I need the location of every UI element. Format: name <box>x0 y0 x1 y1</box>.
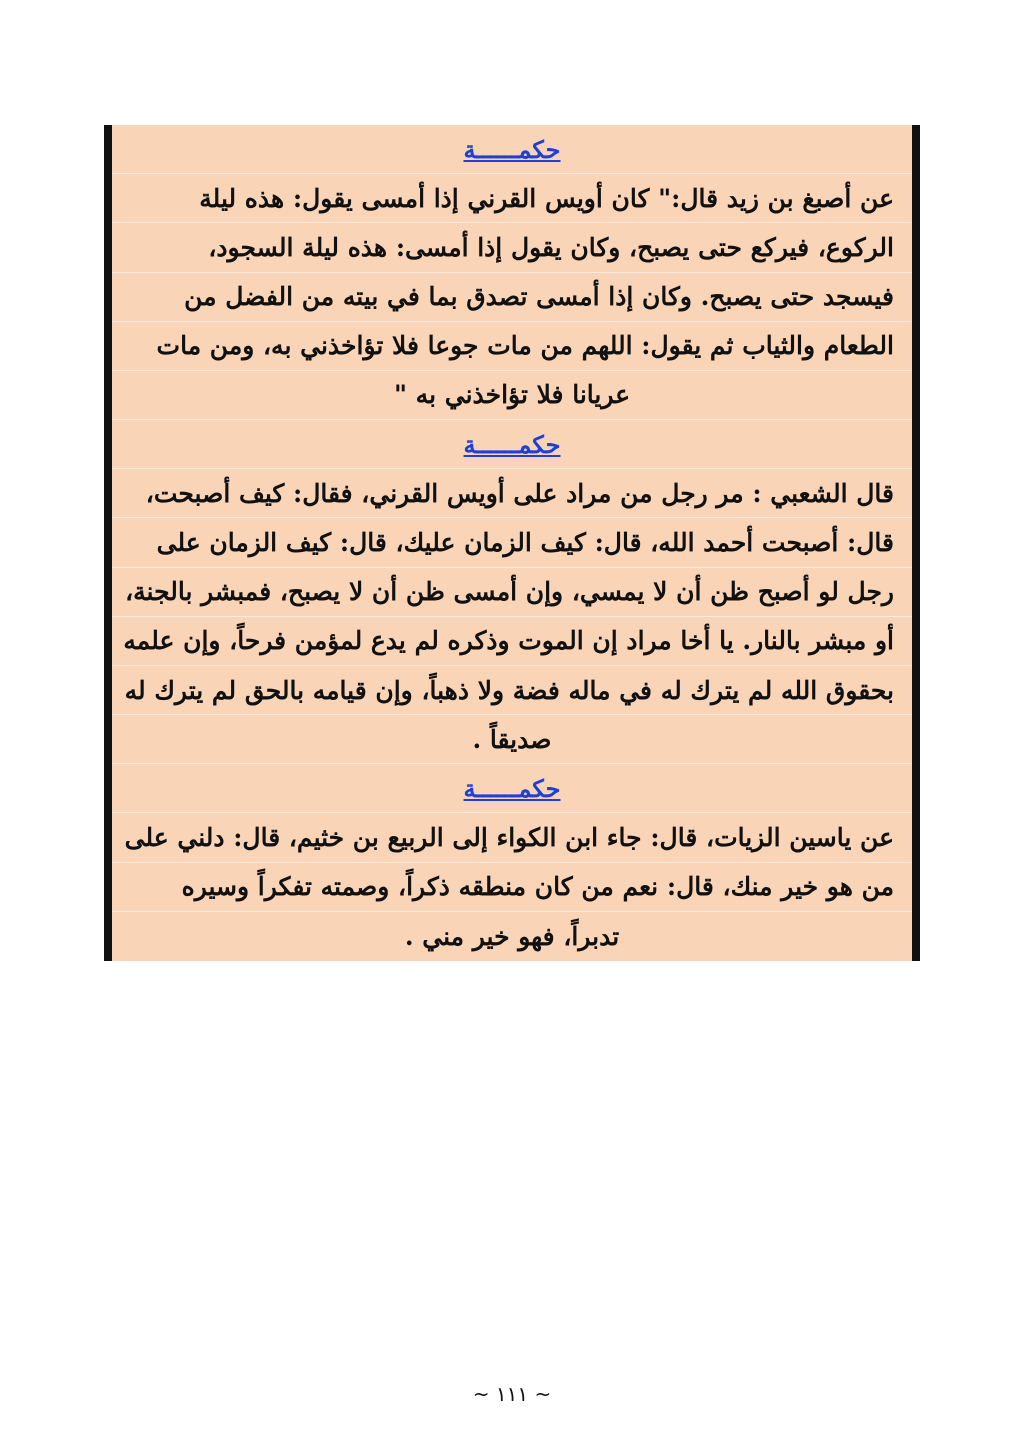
text-line: عن أصبغ بن زيد قال:" كان أويس القرني إذا أمسى يقول: هذه ليلة <box>112 174 912 223</box>
text-line: قال: أصبحت أحمد الله، قال: كيف الزمان عليك، قال: كيف الزمان على <box>112 518 912 567</box>
page-number: ~ ١١١ ~ <box>472 1382 552 1406</box>
text-panel <box>104 125 920 961</box>
section-heading <box>112 764 912 813</box>
text-line: تدبراً، فهو خير مني . <box>404 921 620 951</box>
text-line: صديقاً . <box>112 715 912 764</box>
text-line: قال الشعبي : مر رجل من مراد على أويس القرني، فقال: كيف أصبحت، <box>112 469 912 518</box>
section-heading <box>112 420 912 469</box>
text-line: فيسجد حتى يصبح. وكان إذا أمسى تصدق بما في بيته من الفضل من <box>112 273 912 322</box>
text-line: الطعام والثياب ثم يقول: اللهم من مات جوعا فلا تؤاخذني به، ومن مات <box>112 322 912 371</box>
heading-link[interactable]: حكمــــــة <box>463 773 561 803</box>
heading-link[interactable]: حكمــــــة <box>463 429 561 459</box>
text-line: رجل لو أصبح ظن أن لا يمسي، وإن أمسى ظن أن لا يصبح، فمبشر بالجنة، <box>112 568 912 617</box>
text-line: عن ياسين الزيات، قال: جاء ابن الكواء إلى الربيع بن خثيم، قال: دلني على <box>112 813 912 862</box>
text-line: أو مبشر بالنار. يا أخا مراد إن الموت وذكره لم يدع لمؤمن فرحاً، وإن علمه <box>112 617 912 666</box>
text-line: بحقوق الله لم يترك له في ماله فضة ولا ذهباً، وإن قيامه بالحق لم يترك له <box>112 666 912 715</box>
text-line: من هو خير منك، قال: نعم من كان منطقه ذكراً، وصمته تفكراً وسيره <box>112 863 912 912</box>
text-line: عريانا فلا تؤاخذني به " <box>112 371 912 420</box>
text-line: الركوع، فيركع حتى يصبح، وكان يقول إذا أمسى: هذه ليلة السجود، <box>112 223 912 272</box>
section-heading <box>112 125 912 174</box>
heading-link[interactable]: حكمــــــة <box>463 134 561 164</box>
